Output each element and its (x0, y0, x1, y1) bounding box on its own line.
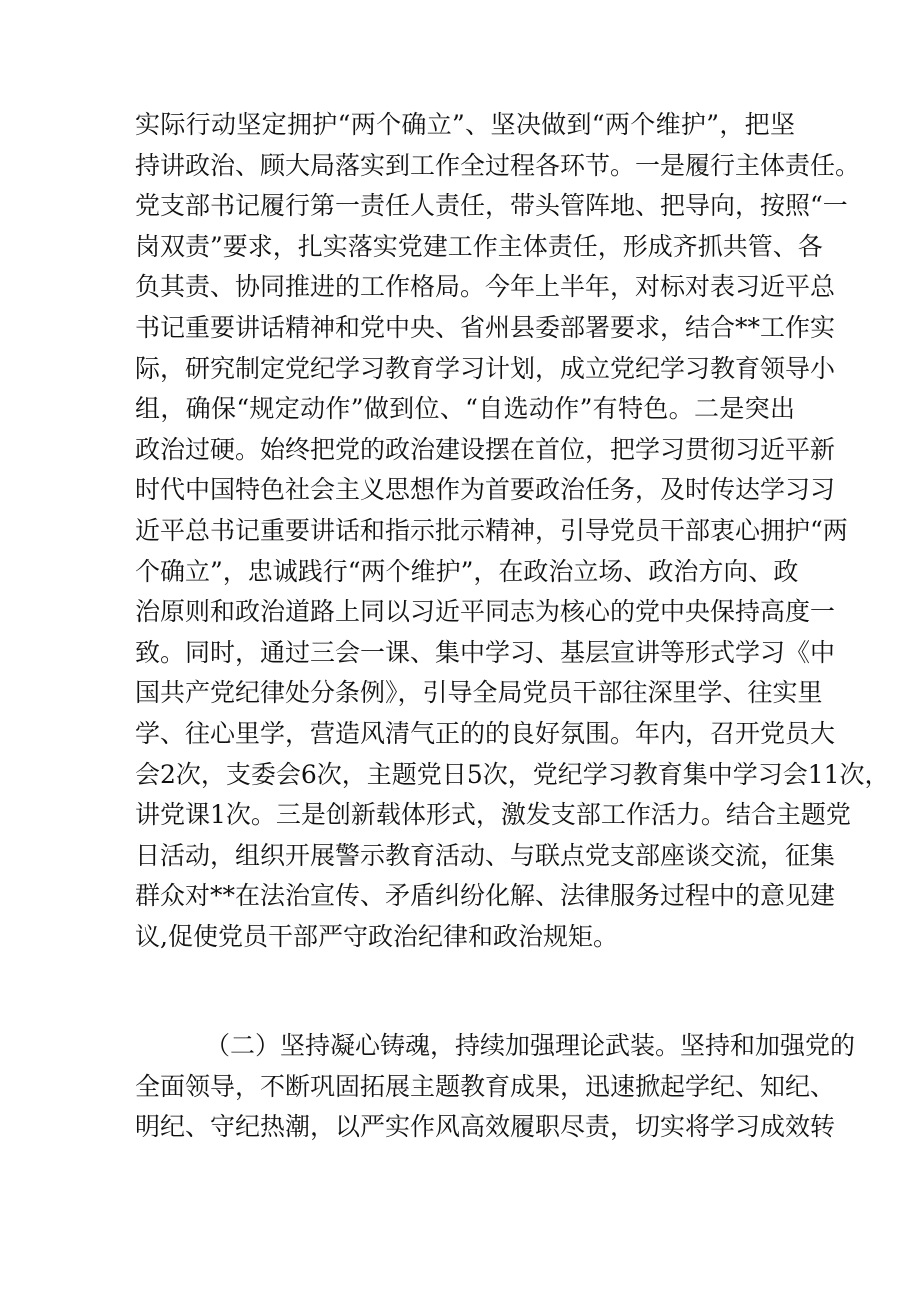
text-line: 政治过硬。始终把党的政治建设摆在首位，把学习贯彻习近平新 (135, 434, 836, 464)
text-line: 治原则和政治道路上同以习近平同志为核心的党中央保持高度一 (135, 597, 836, 627)
paragraph-party-building (135, 105, 890, 957)
text-line: 党支部书记履行第一责任人责任，带头管阵地、把导向，按照“一 (135, 191, 848, 221)
text-line: 会2次，支委会6次，主题党日5次，党纪学习教育集中学习会11次， (135, 759, 890, 789)
text-line: 近平总书记重要讲话和指示批示精神，引导党员干部衷心拥护“两 (135, 515, 848, 545)
text-line: 负其责、协同推进的工作格局。今年上半年，对标对表习近平总 (135, 272, 836, 302)
text-line: 持讲政治、顾大局落实到工作全过程各环节。一是履行主体责任。 (135, 150, 861, 180)
text-line: 学、往心里学，营造风清气正的的良好氛围。年内，召开党员大 (135, 718, 836, 748)
text-line: 书记重要讲话精神和党中央、省州县委部署要求，结合**工作实 (135, 312, 836, 342)
text-line: 明纪、守纪热潮，以严实作风高效履职尽责，切实将学习成效转 (135, 1112, 836, 1142)
text-line: 致。同时，通过三会一课、集中学习、基层宣讲等形式学习《中 (135, 637, 836, 667)
text-line: 实际行动坚定拥护“两个确立”、坚决做到“两个维护”，把坚 (135, 110, 795, 139)
text-line: 个确立”，忠诚践行“两个维护”，在政治立场、政治方向、政 (135, 556, 799, 586)
text-line: 全面领导，不断巩固拓展主题教育成果，迅速掀起学纪、知纪、 (135, 1071, 836, 1101)
section-heading-line: （二）坚持凝心铸魂，持续加强理论武装。坚持和加强党的 (205, 1031, 856, 1060)
text-line: 群众对**在法治宣传、矛盾纠纷化解、法律服务过程中的意见建 (135, 881, 836, 911)
text-line: 岗双责”要求，扎实落实党建工作主体责任，形成齐抓共管、各 (135, 231, 823, 261)
text-line: 组，确保“规定动作”做到位、“自选动作”有特色。二是突出 (135, 394, 795, 424)
text-line: 日活动，组织开展警示教育活动、与联点党支部座谈交流，征集 (135, 840, 836, 870)
text-line: 讲党课1次。三是创新载体形式，激发支部工作活力。结合主题党 (135, 800, 851, 830)
text-line: 际，研究制定党纪学习教育学习计划，成立党纪学习教育领导小 (135, 353, 836, 383)
text-line: 国共产党纪律处分条例》，引导全局党员干部往深里学、往实里 (135, 678, 823, 708)
text-line: 议,促使党员干部严守政治纪律和政治规矩。 (135, 921, 618, 951)
paragraph-theory-arming (135, 1026, 856, 1148)
text-line: 时代中国特色社会主义思想作为首要政治任务，及时传达学习习 (135, 475, 836, 505)
